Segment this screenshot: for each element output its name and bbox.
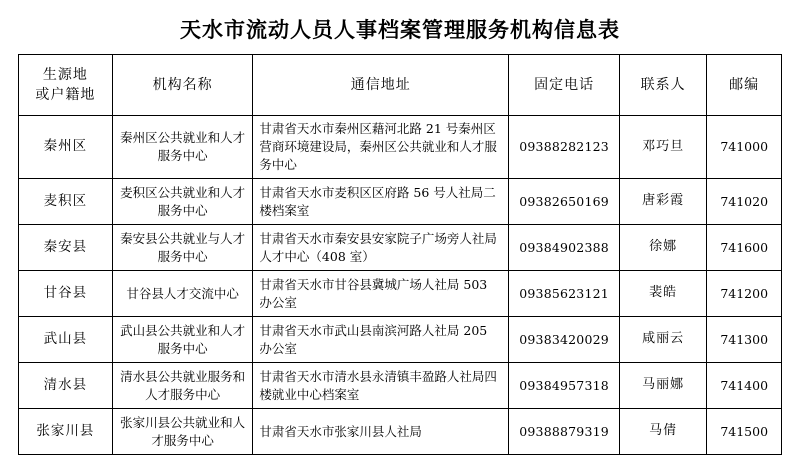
cell-org: 秦安县公共就业与人才服务中心 — [112, 225, 253, 271]
cell-zip: 741020 — [707, 179, 782, 225]
cell-address: 甘肃省天水市麦积区区府路 56 号人社局二楼档案室 — [253, 179, 509, 225]
cell-contact: 徐娜 — [619, 225, 706, 271]
column-header-contact: 联系人 — [619, 55, 706, 116]
column-header-origin-line2: 或户籍地 — [35, 87, 96, 103]
cell-contact: 裴皓 — [619, 271, 706, 317]
agency-info-table — [18, 54, 782, 455]
table-row — [19, 225, 782, 271]
cell-org: 张家川县公共就业和人才服务中心 — [112, 409, 253, 455]
cell-org: 甘谷县人才交流中心 — [112, 271, 253, 317]
cell-phone: 09388282123 — [509, 116, 620, 179]
table-header-row — [19, 55, 782, 116]
table-row — [19, 409, 782, 455]
cell-origin: 甘谷县 — [19, 271, 113, 317]
cell-origin: 张家川县 — [19, 409, 113, 455]
column-header-origin — [19, 55, 113, 116]
cell-phone: 09384902388 — [509, 225, 620, 271]
cell-address: 甘肃省天水市武山县南滨河路人社局 205 办公室 — [253, 317, 509, 363]
cell-contact: 唐彩霞 — [619, 179, 706, 225]
cell-zip: 741200 — [707, 271, 782, 317]
table-container — [0, 54, 800, 455]
cell-org: 麦积区公共就业和人才服务中心 — [112, 179, 253, 225]
cell-phone: 09383420029 — [509, 317, 620, 363]
cell-phone: 09382650169 — [509, 179, 620, 225]
cell-contact: 咸丽云 — [619, 317, 706, 363]
cell-org: 秦州区公共就业和人才服务中心 — [112, 116, 253, 179]
cell-phone: 09385623121 — [509, 271, 620, 317]
cell-origin: 麦积区 — [19, 179, 113, 225]
table-row — [19, 317, 782, 363]
cell-phone: 09384957318 — [509, 363, 620, 409]
table-row — [19, 116, 782, 179]
table-row — [19, 363, 782, 409]
column-header-phone: 固定电话 — [509, 55, 620, 116]
page-title: 天水市流动人员人事档案管理服务机构信息表 — [180, 17, 620, 42]
cell-origin: 秦安县 — [19, 225, 113, 271]
cell-address: 甘肃省天水市秦安县安家院子广场旁人社局人才中心（408 室） — [253, 225, 509, 271]
cell-origin: 秦州区 — [19, 116, 113, 179]
cell-contact: 马倩 — [619, 409, 706, 455]
cell-zip: 741300 — [707, 317, 782, 363]
cell-phone: 09388879319 — [509, 409, 620, 455]
cell-zip: 741500 — [707, 409, 782, 455]
cell-zip: 741000 — [707, 116, 782, 179]
cell-contact: 马丽娜 — [619, 363, 706, 409]
cell-org: 武山县公共就业和人才服务中心 — [112, 317, 253, 363]
cell-origin: 武山县 — [19, 317, 113, 363]
cell-zip: 741400 — [707, 363, 782, 409]
cell-address: 甘肃省天水市秦州区藉河北路 21 号秦州区营商环境建设局，秦州区公共就业和人才服务中心 — [253, 116, 509, 179]
column-header-org: 机构名称 — [112, 55, 253, 116]
cell-zip: 741600 — [707, 225, 782, 271]
column-header-zip: 邮编 — [707, 55, 782, 116]
cell-org: 清水县公共就业服务和人才服务中心 — [112, 363, 253, 409]
table-row — [19, 179, 782, 225]
cell-address: 甘肃省天水市清水县永清镇丰盈路人社局四楼就业中心档案室 — [253, 363, 509, 409]
table-header — [19, 55, 782, 116]
cell-address: 甘肃省天水市张家川县人社局 — [253, 409, 509, 455]
cell-origin: 清水县 — [19, 363, 113, 409]
table-body — [19, 116, 782, 455]
table-row — [19, 271, 782, 317]
cell-address: 甘肃省天水市甘谷县冀城广场人社局 503 办公室 — [253, 271, 509, 317]
column-header-address: 通信地址 — [253, 55, 509, 116]
column-header-origin-line1: 生源地 — [42, 66, 88, 83]
cell-contact: 邓巧旦 — [619, 116, 706, 179]
